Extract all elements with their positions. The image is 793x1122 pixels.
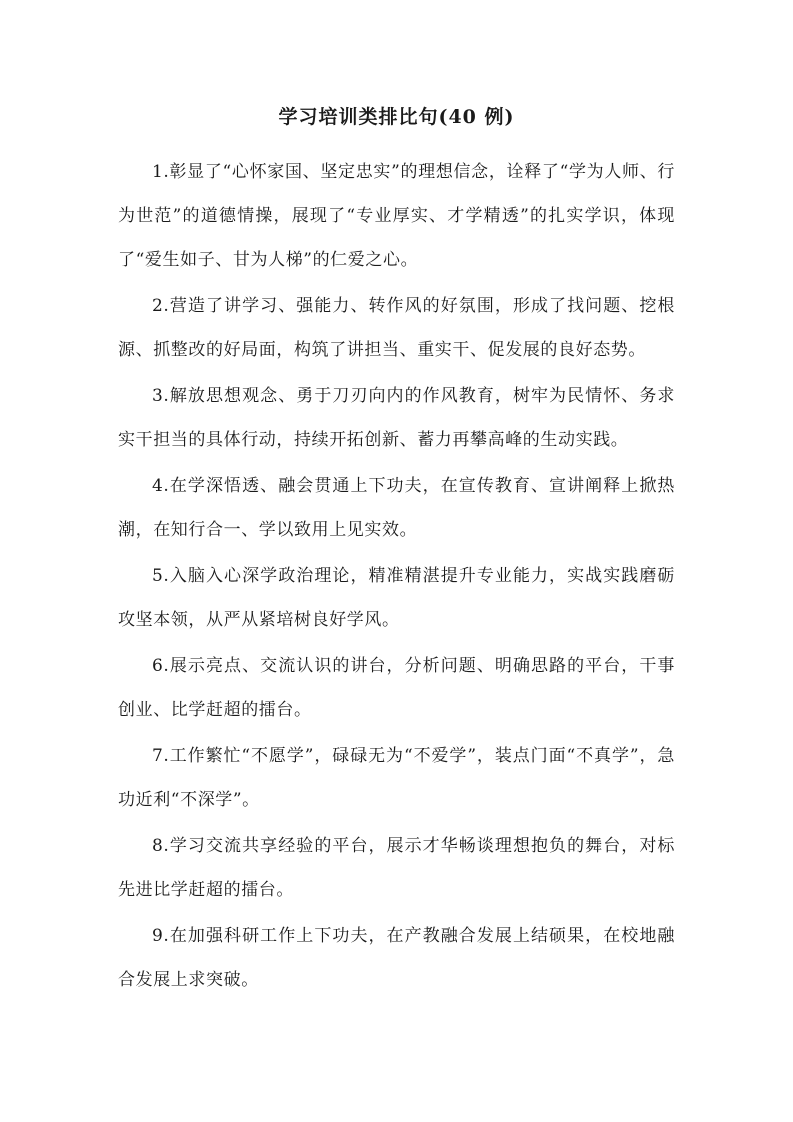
paragraph-1: 1.彰显了“心怀家国、坚定忠实”的理想信念，诠释了“学为人师、行为世范”的道德情操，展现了“专业厚实、才学精透”的扎实学识，体现了“爱生如子、甘为人梯”的仁爱之心。 xyxy=(118,162,675,270)
paragraph-8: 8.学习交流共享经验的平台，展示才华畅谈理想抱负的舞台，对标先进比学赶超的擂台。 xyxy=(118,836,675,900)
paragraph-7: 7.工作繁忙“不愿学”，碌碌无为“不爱学”，装点门面“不真学”，急功近利“不深学”。 xyxy=(118,746,675,810)
paragraph-9: 9.在加强科研工作上下功夫，在产教融合发展上结硕果，在校地融合发展上求突破。 xyxy=(118,926,675,990)
paragraph-6: 6.展示亮点、交流认识的讲台，分析问题、明确思路的平台，干事创业、比学赶超的擂台。 xyxy=(118,656,675,720)
paragraph-2: 2.营造了讲学习、强能力、转作风的好氛围，形成了找问题、挖根源、抓整改的好局面，构筑了讲担当、重实干、促发展的良好态势。 xyxy=(118,296,675,360)
paragraph-4: 4.在学深悟透、融会贯通上下功夫，在宣传教育、宣讲阐释上掀热潮，在知行合一、学以致用上见实效。 xyxy=(118,476,675,540)
document-title: 学习培训类排比句(40 例) xyxy=(278,106,515,128)
paragraph-5: 5.入脑入心深学政治理论，精准精湛提升专业能力，实战实践磨砺攻坚本领，从严从紧培树良好学风。 xyxy=(118,566,675,630)
paragraph-3: 3.解放思想观念、勇于刀刃向内的作风教育，树牢为民情怀、务求实干担当的具体行动，持续开拓创新、蓄力再攀高峰的生动实践。 xyxy=(118,386,675,450)
